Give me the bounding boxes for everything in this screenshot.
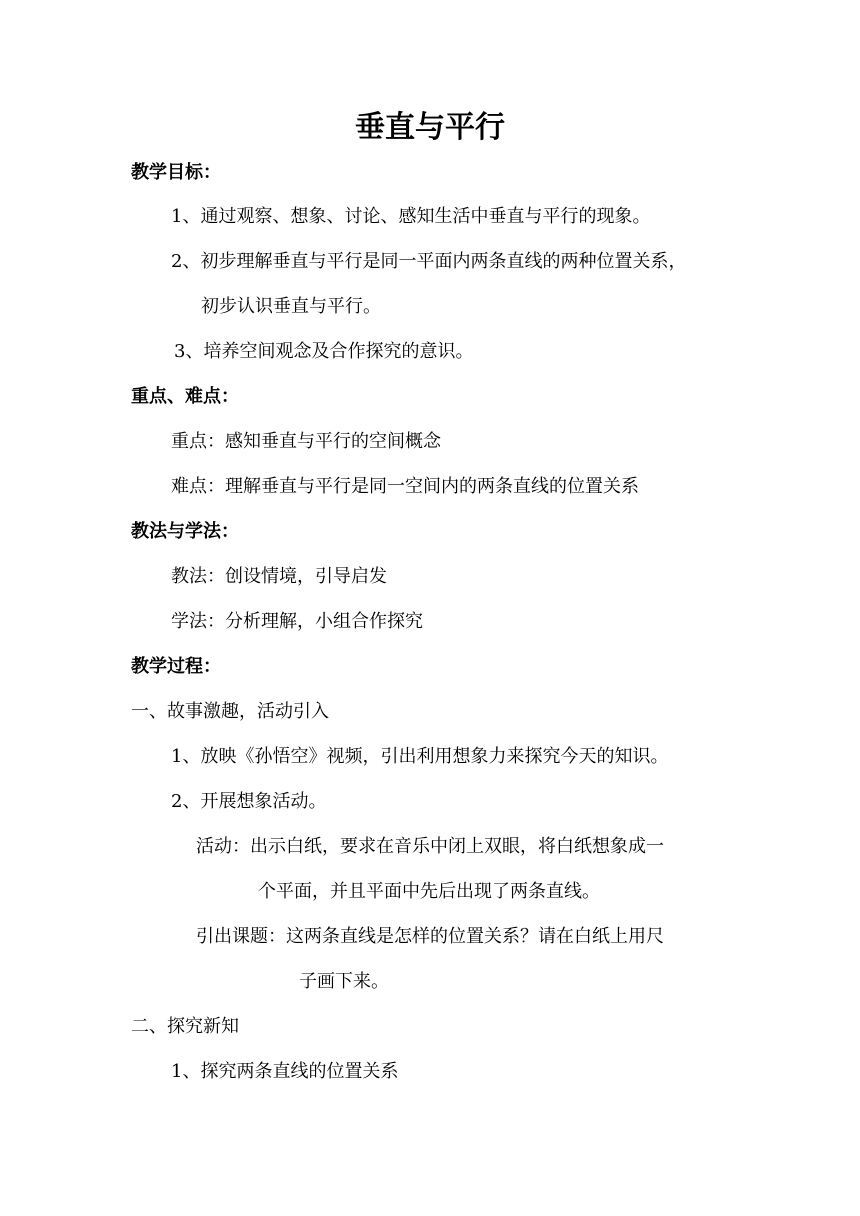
learning-method: 学法：分析理解，小组合作探究 bbox=[171, 611, 423, 632]
section-2-item-1: 1、探究两条直线的位置关系 bbox=[171, 1061, 399, 1082]
key-points-heading: 重点、难点： bbox=[131, 386, 239, 407]
goals-heading: 教学目标： bbox=[131, 162, 221, 183]
goal-item-2-line-1: 2、初步理解垂直与平行是同一平面内两条直线的两种位置关系， bbox=[171, 251, 687, 272]
topic-line-2: 子画下来。 bbox=[299, 971, 389, 992]
goal-item-1: 1、通过观察、想象、讨论、感知生活中垂直与平行的现象。 bbox=[171, 206, 651, 227]
key-point: 重点：感知垂直与平行的空间概念 bbox=[171, 431, 441, 452]
topic-line-1: 引出课题：这两条直线是怎样的位置关系？请在白纸上用尺 bbox=[196, 926, 664, 947]
activity-line-1: 活动：出示白纸，要求在音乐中闭上双眼，将白纸想象成一 bbox=[196, 836, 664, 857]
teaching-method: 教法：创设情境，引导启发 bbox=[171, 566, 387, 587]
page-title: 垂直与平行 bbox=[355, 110, 505, 145]
section-1-item-2: 2、开展想象活动。 bbox=[171, 791, 327, 812]
goal-item-3: 3、培养空间观念及合作探究的意识。 bbox=[174, 341, 474, 362]
difficult-point: 难点：理解垂直与平行是同一空间内的两条直线的位置关系 bbox=[171, 476, 639, 497]
section-1-item-1: 1、放映《孙悟空》视频，引出利用想象力来探究今天的知识。 bbox=[171, 746, 669, 767]
process-heading: 教学过程： bbox=[131, 656, 221, 677]
process-section-2: 二、探究新知 bbox=[131, 1016, 239, 1037]
methods-heading: 教法与学法： bbox=[131, 521, 239, 542]
process-section-1: 一、故事激趣，活动引入 bbox=[131, 701, 329, 722]
activity-line-2: 个平面，并且平面中先后出现了两条直线。 bbox=[258, 881, 600, 902]
goal-item-2-line-2: 初步认识垂直与平行。 bbox=[201, 296, 381, 317]
